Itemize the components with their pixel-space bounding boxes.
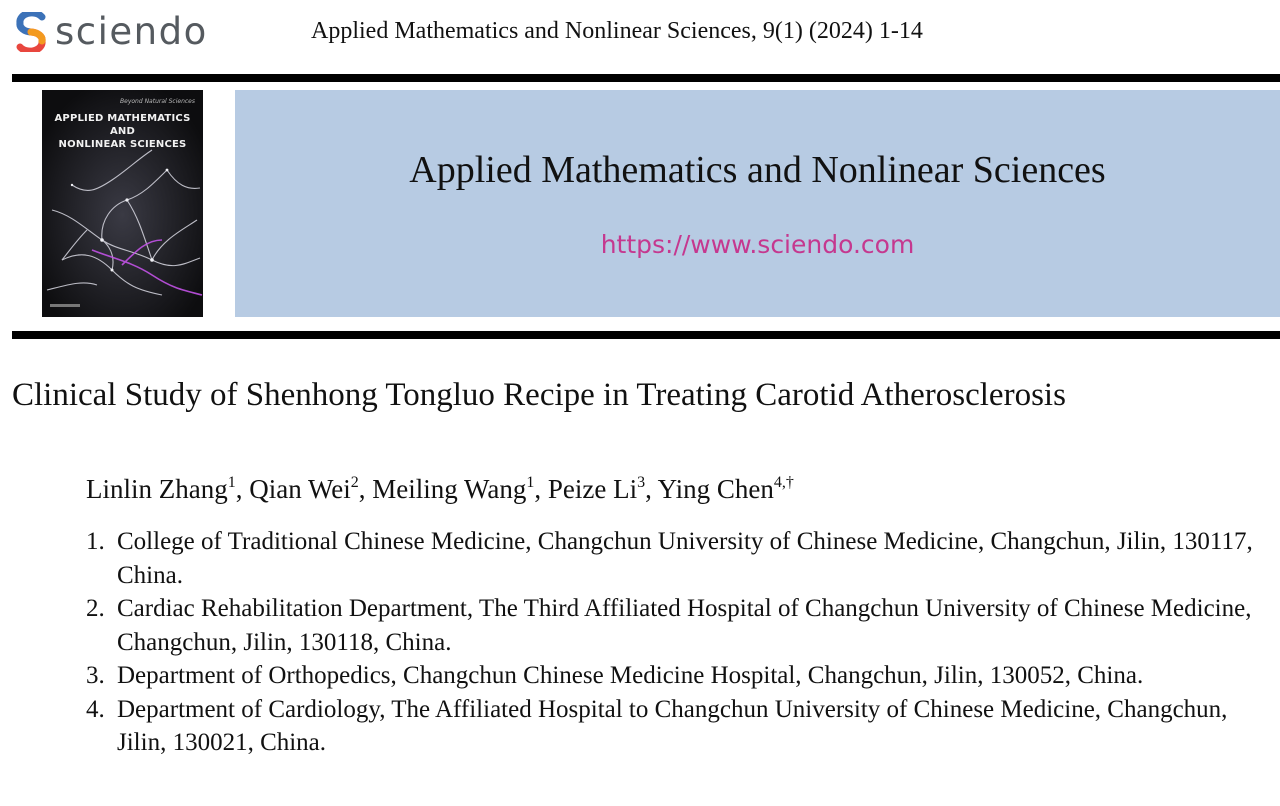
journal-reference: Applied Mathematics and Nonlinear Sciences, 9(1) (2024) 1-14 — [311, 18, 923, 44]
affiliation-number: 2. — [86, 595, 105, 622]
author-affiliation-mark: 2 — [350, 474, 359, 491]
affiliation-text: Department of Orthopedics, Changchun Chinese Medicine Hospital, Changchun, Jilin, 130052, China. — [117, 662, 1144, 689]
affiliation-item — [86, 659, 1280, 693]
publisher-logo[interactable] — [16, 10, 208, 54]
banner-journal-title: Applied Mathematics and Nonlinear Sciences — [409, 149, 1106, 191]
affiliation-number: 4. — [86, 695, 105, 723]
affiliation-item — [86, 693, 1280, 760]
affiliation-item — [86, 592, 1280, 659]
author-list — [86, 471, 794, 507]
cover-tagline: Beyond Natural Sciences — [120, 98, 195, 105]
affiliation-text: Department of Cardiology, The Affiliated Hospital to Changchun University of Chinese Medicine, Changchun, Jilin, 130021, China. — [117, 695, 1228, 756]
cover-title-line: NONLINEAR SCIENCES — [58, 139, 187, 150]
cover-title — [42, 112, 203, 151]
sciendo-logo-icon — [16, 12, 46, 52]
author-affiliation-mark: 1 — [526, 474, 535, 491]
author — [249, 474, 372, 504]
affiliation-number: 3. — [86, 662, 105, 689]
top-divider — [12, 74, 1280, 82]
author-name: Linlin Zhang — [86, 474, 228, 504]
author-separator: , — [358, 474, 373, 504]
author — [372, 474, 548, 504]
affiliation-text: College of Traditional Chinese Medicine, Changchun University of Chinese Medicine, Changchun, Jilin, 130117, China. — [117, 528, 1253, 589]
author-separator: , — [534, 474, 548, 504]
author-affiliation-mark: 4,† — [773, 474, 794, 491]
cover-title-line: APPLIED MATHEMATICS AND — [54, 113, 191, 137]
logo-text: sciendo — [55, 10, 208, 53]
author-separator: , — [645, 474, 658, 504]
affiliation-list — [86, 525, 1280, 760]
paper-title: Clinical Study of Shenhong Tongluo Recipe in Treating Carotid Atherosclerosis — [12, 377, 1066, 413]
author-name: Qian Wei — [249, 474, 351, 504]
bottom-divider — [12, 331, 1280, 339]
journal-banner — [235, 90, 1280, 317]
journal-url-link[interactable]: https://www.sciendo.com — [600, 230, 915, 259]
author-affiliation-mark: 3 — [637, 474, 646, 491]
affiliation-text: Cardiac Rehabilitation Department, The Third Affiliated Hospital of Changchun University of Chinese Medicine, Changchun, Jilin, 130118, China. — [117, 595, 1252, 656]
author-name: Ying Chen — [657, 474, 774, 504]
affiliation-number: 1. — [86, 528, 105, 555]
author-name: Meiling Wang — [372, 474, 527, 504]
journal-cover[interactable] — [42, 90, 203, 317]
author-affiliation-mark: 1 — [227, 474, 236, 491]
author — [658, 474, 794, 504]
affiliation-item — [86, 525, 1280, 592]
author-separator: , — [235, 474, 250, 504]
cover-issn-text — [50, 304, 80, 307]
author-name: Peize Li — [547, 474, 638, 504]
author — [86, 474, 249, 504]
author — [548, 474, 658, 504]
